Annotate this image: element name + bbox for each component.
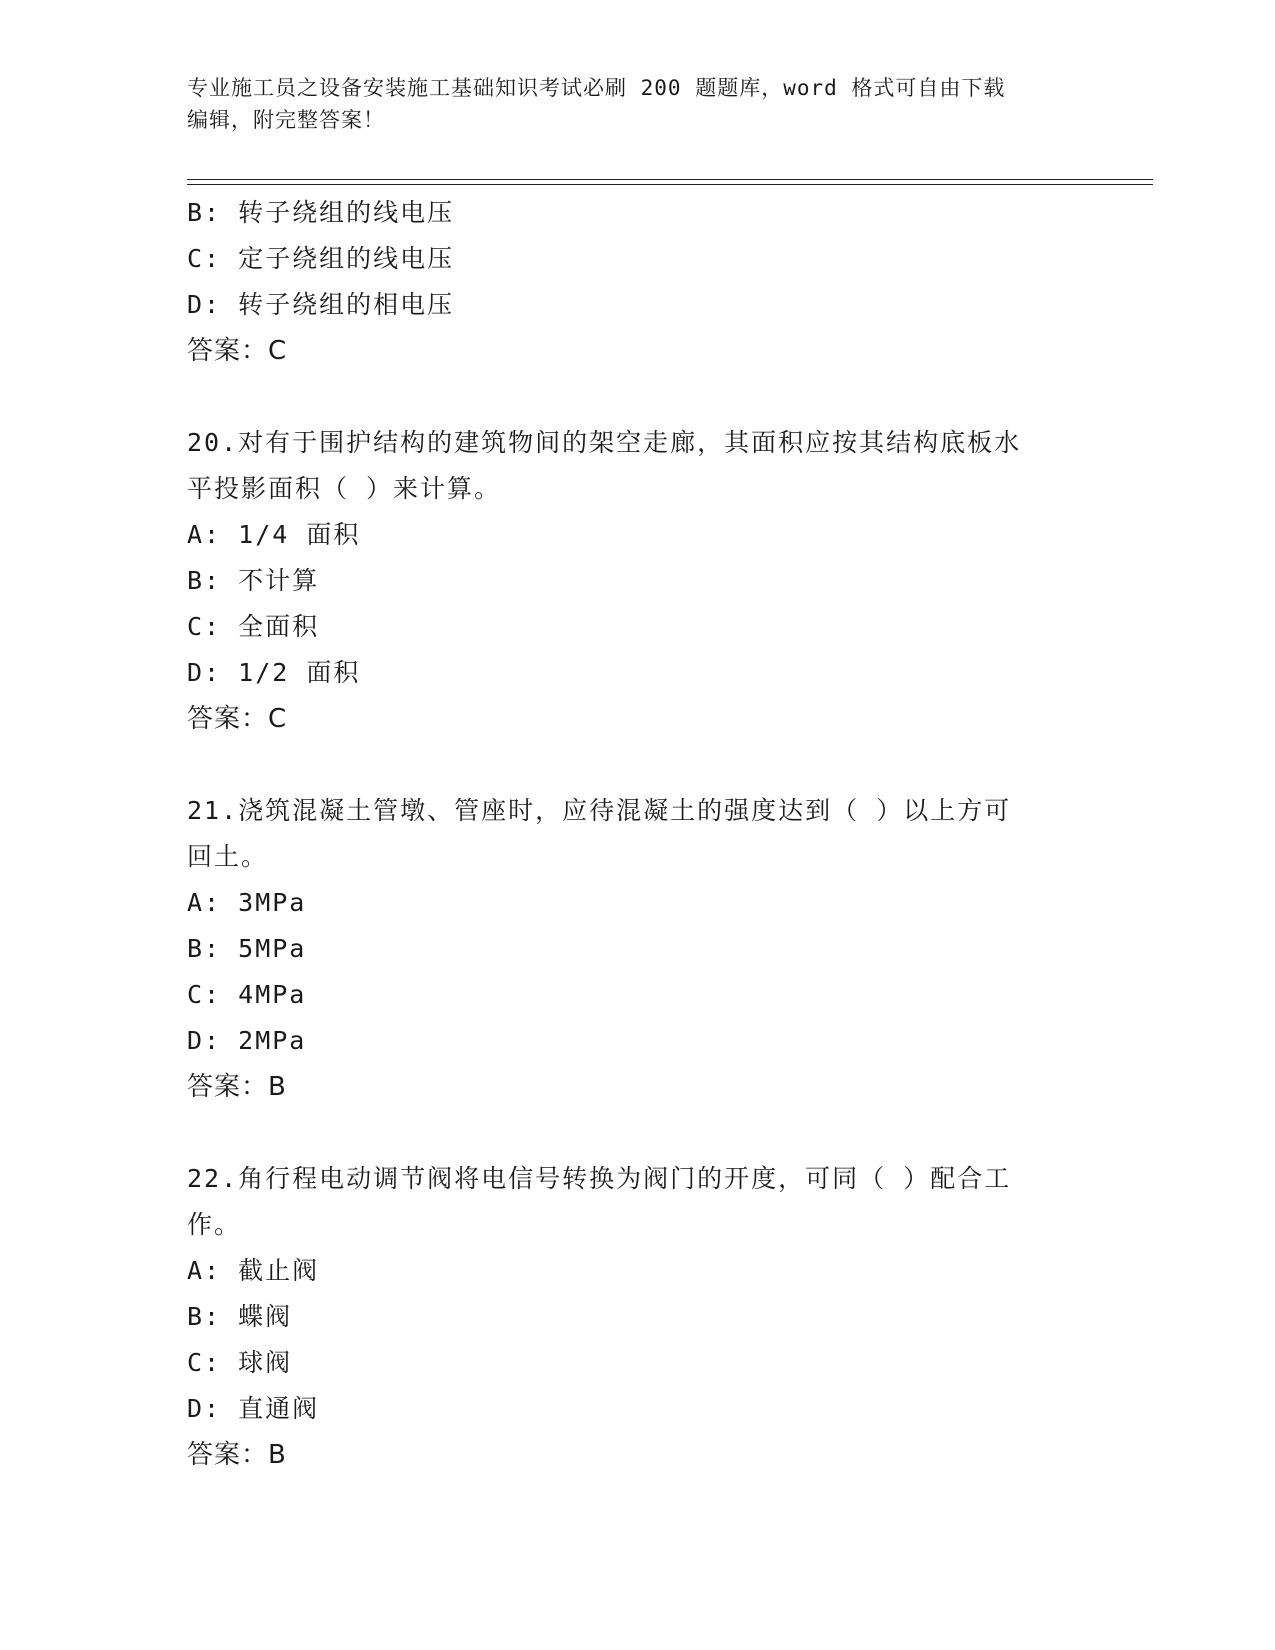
header-line: 专业施工员之设备安装施工基础知识考试必刷 200 题题库，word 格式可自由下载 — [187, 76, 1006, 100]
option: C: 4MPa — [187, 980, 307, 1009]
option: B: 转子绕组的线电压 — [187, 198, 455, 227]
option: A: 截止阀 — [187, 1256, 320, 1285]
option: A: 3MPa — [187, 888, 307, 917]
question-list — [187, 190, 1087, 1478]
answer: 答案：B — [187, 1072, 287, 1102]
question-text: 20.对有于围护结构的建筑物间的架空走廊，其面积应按其结构底板水 — [187, 428, 1022, 457]
option: D: 2MPa — [187, 1026, 307, 1055]
option: D: 1/2 面积 — [187, 658, 361, 687]
header-divider — [187, 184, 1153, 185]
answer: 答案：C — [187, 704, 288, 734]
option: C: 全面积 — [187, 612, 320, 641]
option: D: 直通阀 — [187, 1394, 320, 1423]
option: B: 5MPa — [187, 934, 307, 963]
question-text: 平投影面积（ ）来计算。 — [187, 474, 502, 503]
document-header — [187, 72, 1067, 136]
question-block — [187, 788, 1087, 1110]
header-divider — [187, 179, 1153, 180]
option: A: 1/4 面积 — [187, 520, 361, 549]
question-text: 21.浇筑混凝土管墩、管座时，应待混凝土的强度达到（ ）以上方可 — [187, 796, 1012, 825]
answer: 答案：B — [187, 1440, 287, 1470]
option: C: 定子绕组的线电压 — [187, 244, 455, 273]
header-line: 编辑，附完整答案！ — [187, 108, 385, 132]
question-block — [187, 190, 1087, 374]
question-text: 回土。 — [187, 842, 269, 871]
question-text: 22.角行程电动调节阀将电信号转换为阀门的开度，可同（ ）配合工 — [187, 1164, 1012, 1193]
option: C: 球阀 — [187, 1348, 293, 1377]
question-block — [187, 1156, 1087, 1478]
option: B: 不计算 — [187, 566, 320, 595]
option: D: 转子绕组的相电压 — [187, 290, 455, 319]
answer: 答案：C — [187, 336, 288, 366]
question-block — [187, 420, 1087, 742]
question-text: 作。 — [187, 1210, 242, 1239]
option: B: 蝶阀 — [187, 1302, 293, 1331]
